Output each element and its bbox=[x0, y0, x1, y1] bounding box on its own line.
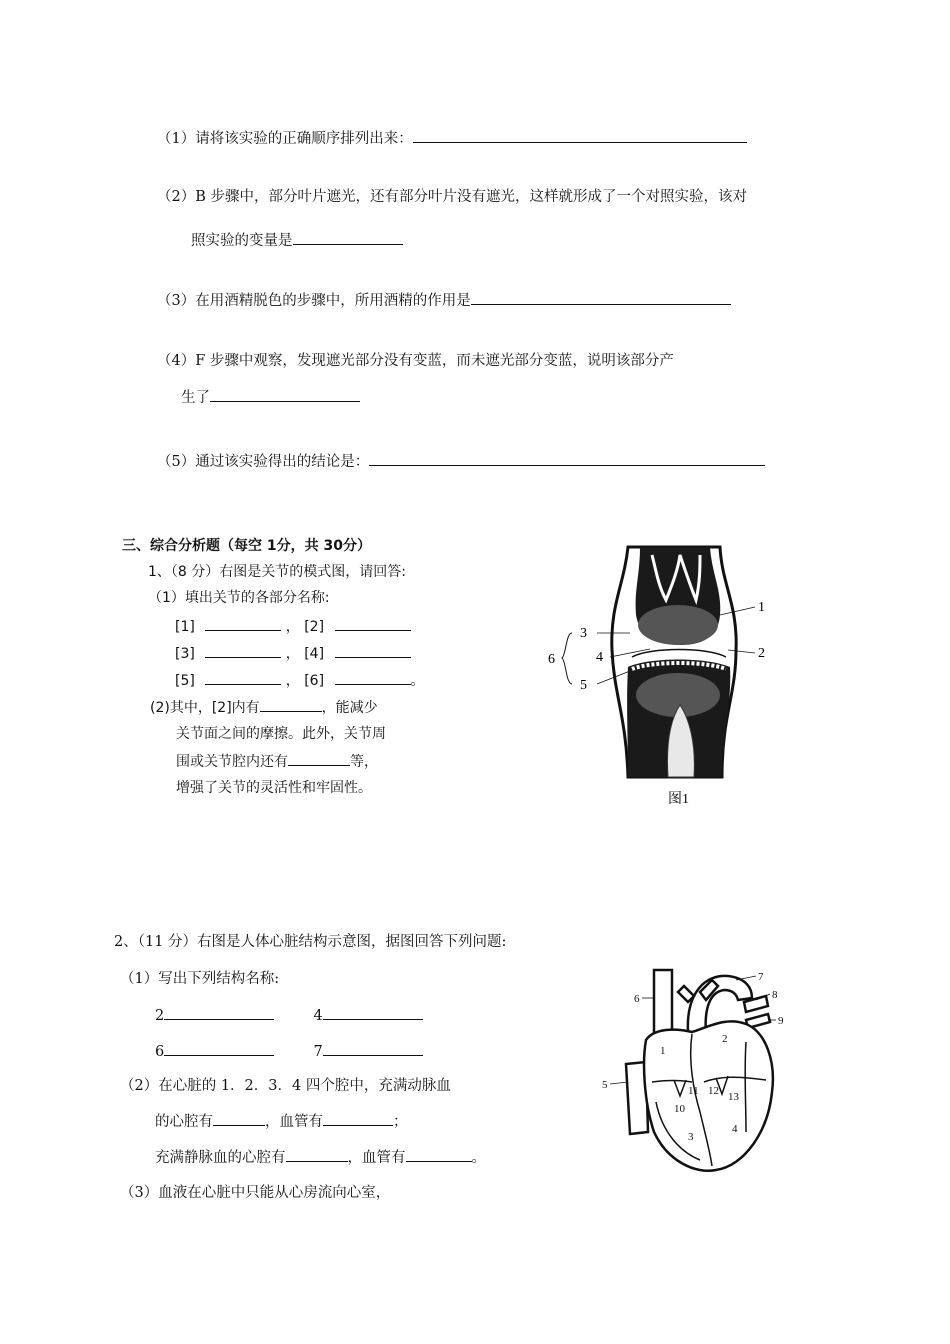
q1-intro: 1、（8 分）右图是关节的模式图，请回答: bbox=[148, 564, 406, 580]
answer-blank[interactable] bbox=[293, 230, 403, 245]
question-text: 生了 bbox=[181, 390, 210, 406]
q1-sub1: （1）填出关节的各部分名称: bbox=[148, 590, 330, 606]
q2-sub2-line3 bbox=[155, 1147, 486, 1168]
blank-2[interactable] bbox=[335, 616, 411, 631]
blank-ligament[interactable] bbox=[288, 751, 350, 766]
label-6: [6] bbox=[304, 673, 325, 689]
question-text: 照实验的变量是 bbox=[191, 233, 293, 249]
label-3: [3] bbox=[175, 646, 195, 662]
text: 围或关节腔内还有 bbox=[176, 754, 288, 770]
text: 等， bbox=[350, 754, 378, 770]
heart-label-1: 1 bbox=[660, 1045, 666, 1057]
answer-blank[interactable] bbox=[413, 128, 747, 143]
text: ； bbox=[393, 1114, 408, 1130]
heart-label-11: 11 bbox=[688, 1085, 699, 1097]
comma: ， bbox=[285, 673, 300, 689]
question-text: （1）请将该实验的正确顺序排列出来： bbox=[157, 131, 413, 147]
item-7: 7 bbox=[313, 1044, 323, 1060]
blank-synovial[interactable] bbox=[260, 697, 322, 712]
q1-row-5-6 bbox=[175, 670, 425, 691]
heart-diagram bbox=[596, 962, 806, 1182]
text: ，能减少 bbox=[321, 700, 378, 716]
label-4: 4 bbox=[596, 650, 603, 665]
heart-label-12: 12 bbox=[708, 1085, 719, 1097]
heart-label-6: 6 bbox=[634, 993, 640, 1005]
heart-label-7: 7 bbox=[758, 971, 764, 983]
text: ，血管有 bbox=[265, 1114, 323, 1130]
heart-label-4: 4 bbox=[732, 1123, 738, 1135]
question-3 bbox=[157, 290, 731, 311]
blank-arterial-chamber[interactable] bbox=[213, 1111, 265, 1126]
heart-label-5: 5 bbox=[602, 1079, 608, 1091]
blank-6[interactable] bbox=[335, 670, 411, 685]
q2-sub2-line1: （2）在心脏的 1．2．3．4 四个腔中，充满动脉血 bbox=[120, 1078, 451, 1094]
label-4: [4] bbox=[304, 646, 325, 662]
heart-label-10: 10 bbox=[674, 1103, 685, 1115]
text: (2)其中，[2]内有 bbox=[150, 700, 260, 716]
label-1: [1] bbox=[175, 619, 195, 635]
label-2: 2 bbox=[758, 646, 765, 661]
question-1 bbox=[157, 128, 747, 149]
q1-row-3-4 bbox=[175, 643, 411, 664]
question-text: （3）在用酒精脱色的步骤中，所用酒精的作用是 bbox=[157, 293, 471, 309]
blank-arterial-vessel[interactable] bbox=[323, 1111, 393, 1126]
heart-label-9: 9 bbox=[778, 1015, 784, 1027]
question-text: （5）通过该实验得出的结论是： bbox=[157, 454, 370, 470]
period: 。 bbox=[410, 673, 425, 689]
section-title: 三、综合分析题（每空 1分，共 30分） bbox=[122, 538, 371, 554]
blank-item-7[interactable] bbox=[323, 1041, 423, 1056]
item-6: 6 bbox=[155, 1044, 165, 1060]
question-4-line2 bbox=[181, 387, 360, 408]
q2-sub1: （1）写出下列结构名称: bbox=[120, 971, 280, 987]
q1-row-1-2 bbox=[175, 616, 411, 637]
answer-blank[interactable] bbox=[369, 451, 765, 466]
question-5 bbox=[157, 451, 765, 472]
question-4-line1: （4）F 步骤中观察，发现遮光部分没有变蓝，而未遮光部分变蓝，说明该部分产 bbox=[157, 353, 674, 369]
answer-blank[interactable] bbox=[210, 387, 360, 402]
heart-label-8: 8 bbox=[772, 989, 778, 1001]
q2-row-6-7 bbox=[155, 1041, 423, 1062]
blank-3[interactable] bbox=[205, 643, 281, 658]
joint-diagram bbox=[540, 545, 780, 810]
label-1: 1 bbox=[758, 600, 765, 615]
comma: ， bbox=[285, 646, 300, 662]
q2-row-2-4 bbox=[155, 1005, 423, 1026]
q2-sub2-line2 bbox=[155, 1111, 408, 1132]
blank-1[interactable] bbox=[205, 616, 281, 631]
q1-sub2-line2: 关节面之间的摩擦。此外，关节周 bbox=[176, 726, 386, 742]
blank-item-2[interactable] bbox=[164, 1005, 274, 1020]
item-2: 2 bbox=[155, 1008, 165, 1024]
label-2: [2] bbox=[304, 619, 325, 635]
blank-venous-vessel[interactable] bbox=[406, 1147, 472, 1162]
label-5: [5] bbox=[175, 673, 195, 689]
question-2-line2 bbox=[191, 230, 403, 251]
q1-sub2-line1 bbox=[150, 697, 378, 718]
figure-caption: 图1 bbox=[668, 792, 689, 807]
blank-venous-chamber[interactable] bbox=[286, 1147, 348, 1162]
q1-sub2-line4: 增强了关节的灵活性和牢固性。 bbox=[176, 780, 372, 796]
blank-item-4[interactable] bbox=[323, 1005, 423, 1020]
text: 的心腔有 bbox=[155, 1114, 213, 1130]
heart-label-13: 13 bbox=[728, 1091, 739, 1103]
heart-label-2: 2 bbox=[722, 1033, 728, 1045]
q1-sub2-line3 bbox=[176, 751, 378, 772]
heart-label-3: 3 bbox=[688, 1131, 694, 1143]
text: 充满静脉血的心腔有 bbox=[155, 1150, 286, 1166]
blank-4[interactable] bbox=[335, 643, 411, 658]
q2-sub3: （3）血液在心脏中只能从心房流向心室， bbox=[120, 1185, 391, 1201]
label-3: 3 bbox=[580, 626, 587, 641]
text: ，血管有 bbox=[347, 1150, 406, 1166]
label-5: 5 bbox=[580, 678, 587, 693]
comma: ， bbox=[285, 619, 300, 635]
text: 。 bbox=[471, 1150, 486, 1166]
question-2-line1-text: （2）B 步骤中，部分叶片遮光，还有部分叶片没有遮光，这样就形成了一个对照实验，该对 bbox=[157, 189, 747, 205]
q2-intro: 2、（11 分）右图是人体心脏结构示意图，据图回答下列问题: bbox=[114, 934, 507, 950]
label-6: 6 bbox=[548, 652, 555, 667]
blank-item-6[interactable] bbox=[164, 1041, 274, 1056]
blank-5[interactable] bbox=[205, 670, 281, 685]
item-4: 4 bbox=[313, 1008, 323, 1024]
answer-blank[interactable] bbox=[471, 290, 731, 305]
